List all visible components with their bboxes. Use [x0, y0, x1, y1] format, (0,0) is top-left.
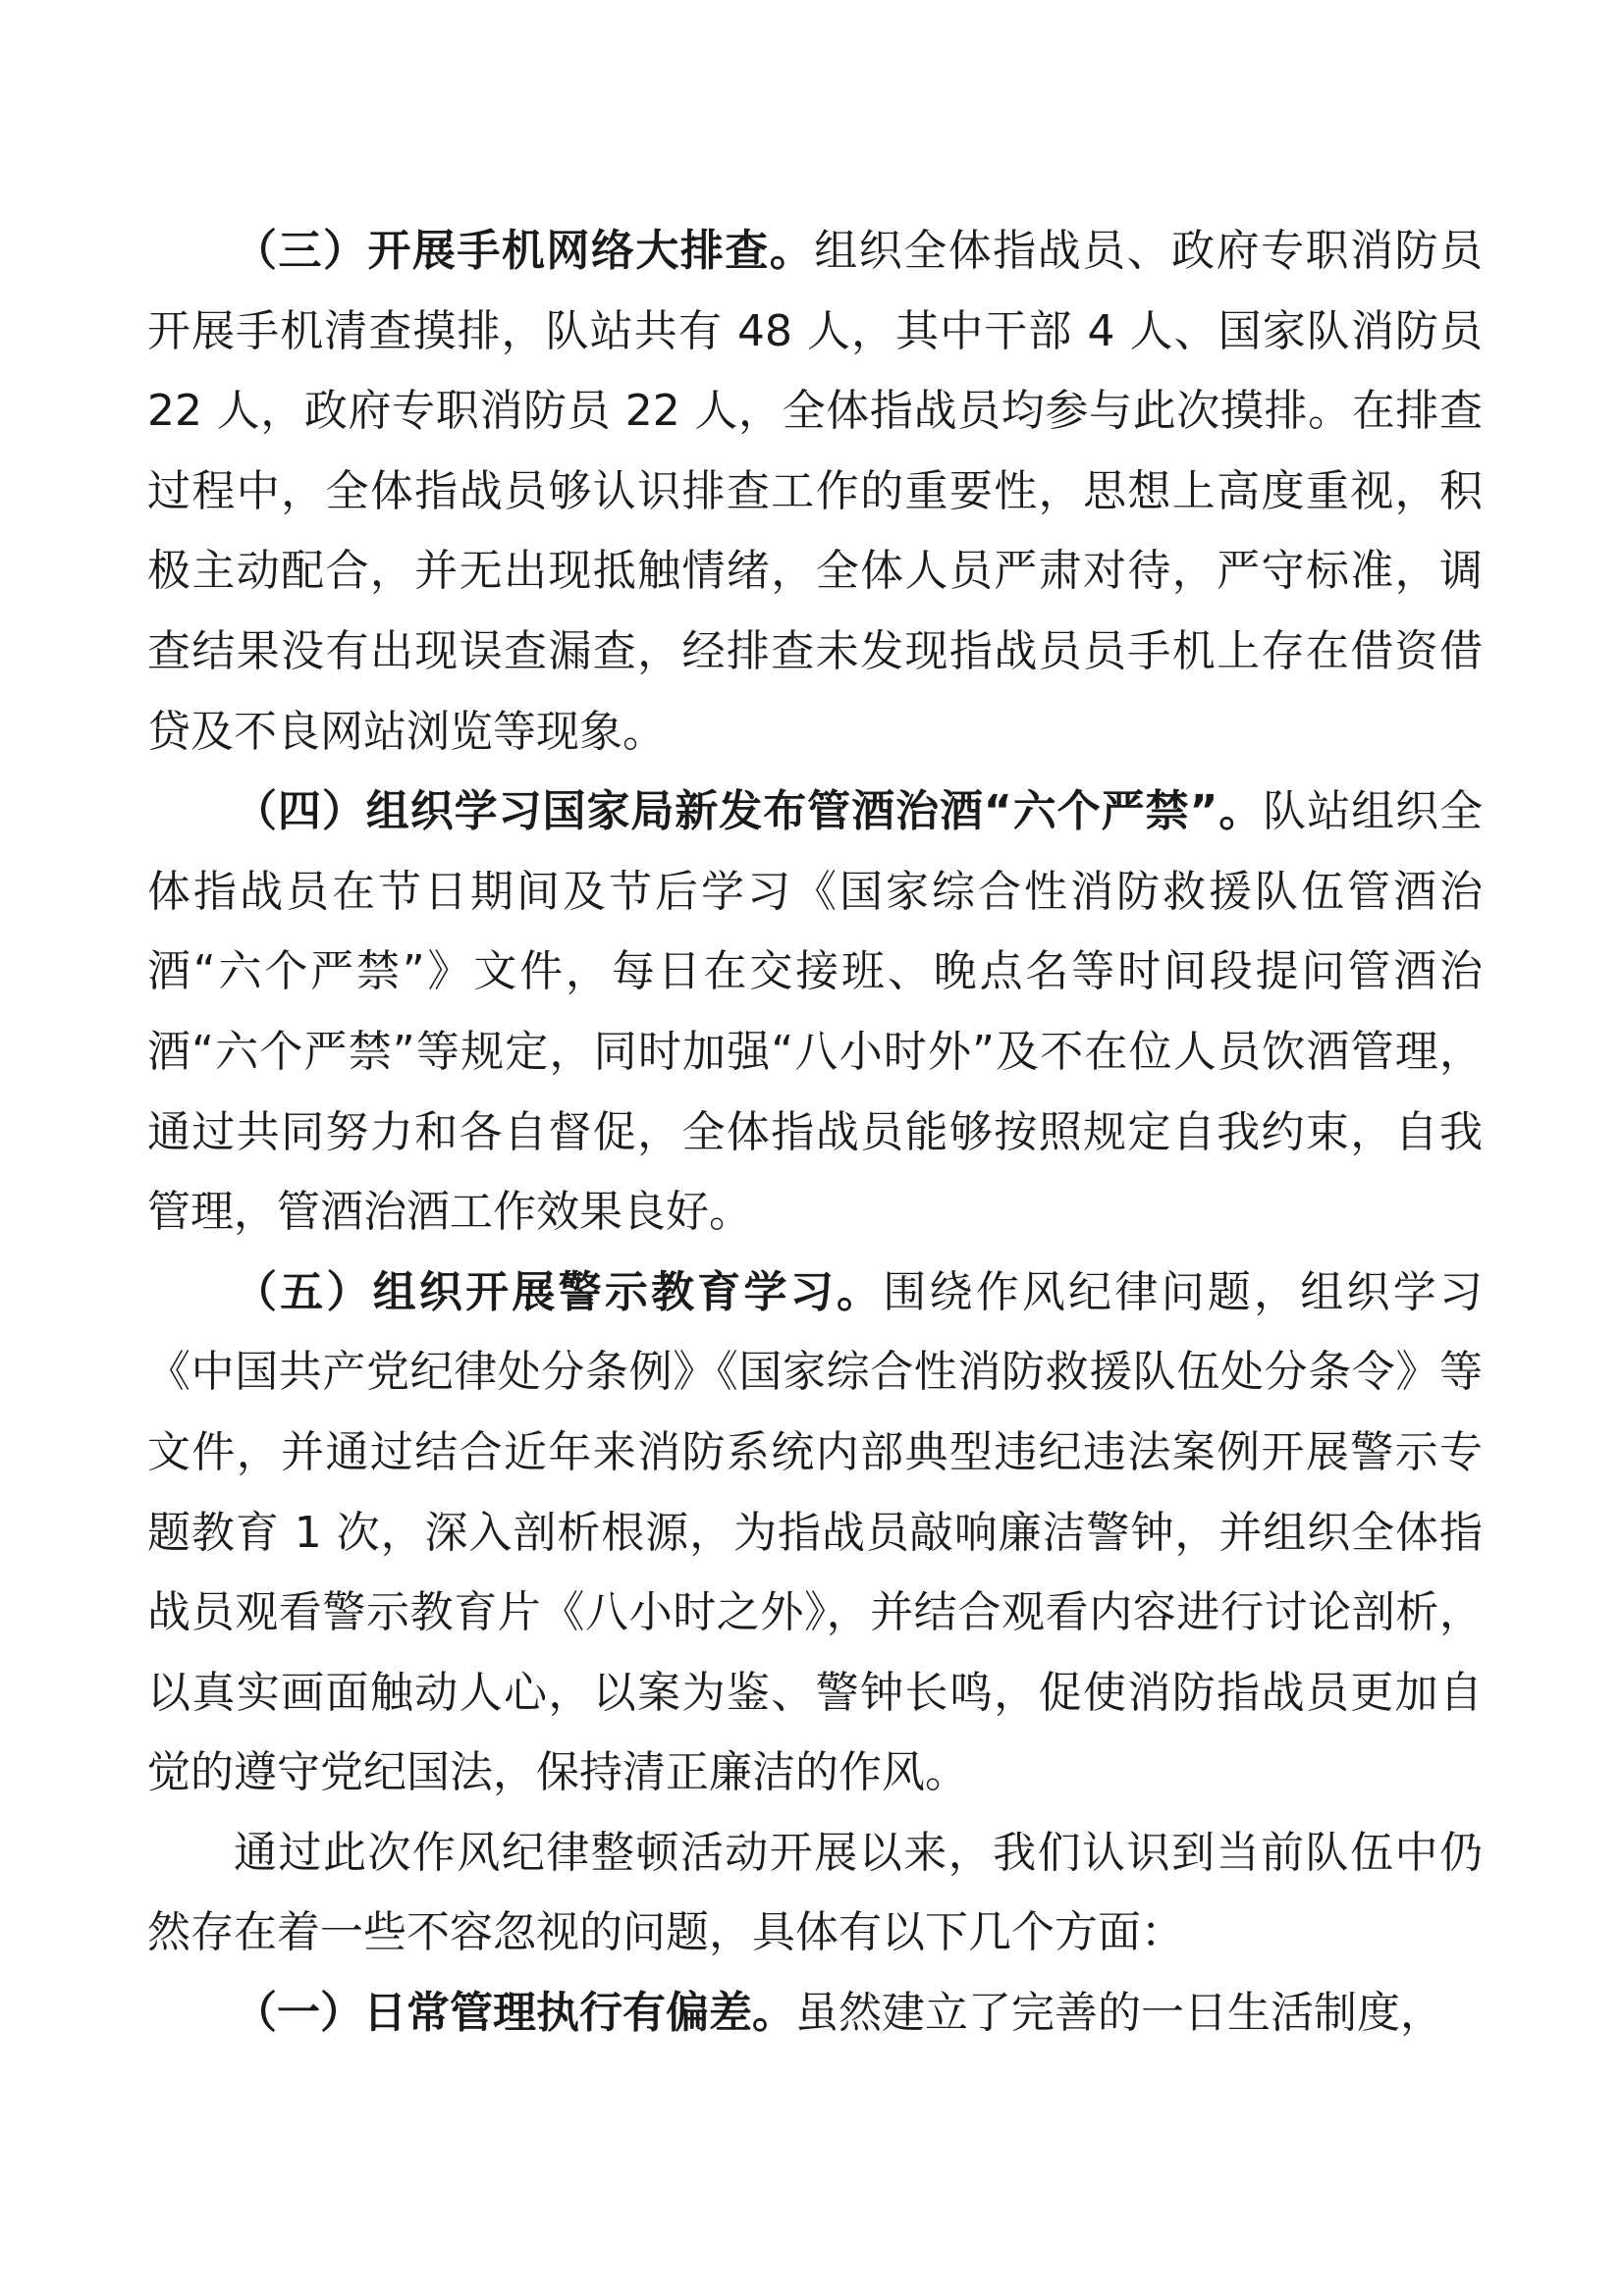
section-heading-5: （五）组织开展警示教育学习。	[234, 1266, 884, 1317]
document-page	[147, 211, 1483, 2054]
section-heading-3: （三）开展手机网络大排查。	[234, 226, 815, 276]
paragraph-problems-intro	[147, 1813, 1483, 1973]
paragraph-text: 组织全体指战员、政府专职消防员开展手机清查摸排，队站共有 48 人，其中干部 4 人、国家队消防员 22 人，政府专职消防员 22 人，全体指战员均参与此次摸排。在排查过程中，全体指战员够认识排查工作的重要性，思想上高度重视，积极主动配合，并无出现抵触情绪，全体人员严肃对待，严守标准，调查结果没有出现误查漏查，经排查未发现指战员员手机上存在借资借贷及不良网站浏览等现象。	[147, 226, 1484, 757]
paragraph-text: 虽然建立了完善的一日生活制度，	[795, 1988, 1443, 2039]
section-heading-4: （四）组织学习国家局新发布管酒治酒“六个严禁”。	[234, 786, 1264, 837]
paragraph-alcohol-rules	[147, 772, 1483, 1253]
paragraph-text: 队站组织全体指战员在节日期间及节后学习《国家综合性消防救援队伍管酒治酒“六个严禁”》文件，每日在交接班、晚点名等时间段提问管酒治酒“六个严禁”等规定，同时加强“八小时外”及不在位人员饮酒管理，通过共同努力和各自督促，全体指战员能够按照规定自我约束，自我管理，管酒治酒工作效果良好。	[147, 786, 1484, 1238]
paragraph-warning-education	[147, 1253, 1483, 1813]
paragraph-text: 通过此次作风纪律整顿活动开展以来，我们认识到当前队伍中仍然存在着一些不容忽视的问题，具体有以下几个方面：	[147, 1827, 1483, 1958]
paragraph-text: 围绕作风纪律问题，组织学习《中国共产党纪律处分条例》《国家综合性消防救援队伍处分条令》等文件，并通过结合近年来消防系统内部典型违纪违法案例开展警示专题教育 1 次，深入剖析根源，为指战员敲响廉洁警钟，并组织全体指战员观看警示教育片《八小时之外》，并结合观看内容进行讨论剖析，以真实画面触动人心，以案为鉴、警钟长鸣，促使消防指战员更加自觉的遵守党纪国法，保持清正廉洁的作风。	[147, 1266, 1484, 1798]
paragraph-phone-network-check	[147, 211, 1483, 772]
paragraph-daily-management	[147, 1973, 1483, 2054]
section-heading-1: （一）日常管理执行有偏差。	[234, 1988, 795, 2039]
